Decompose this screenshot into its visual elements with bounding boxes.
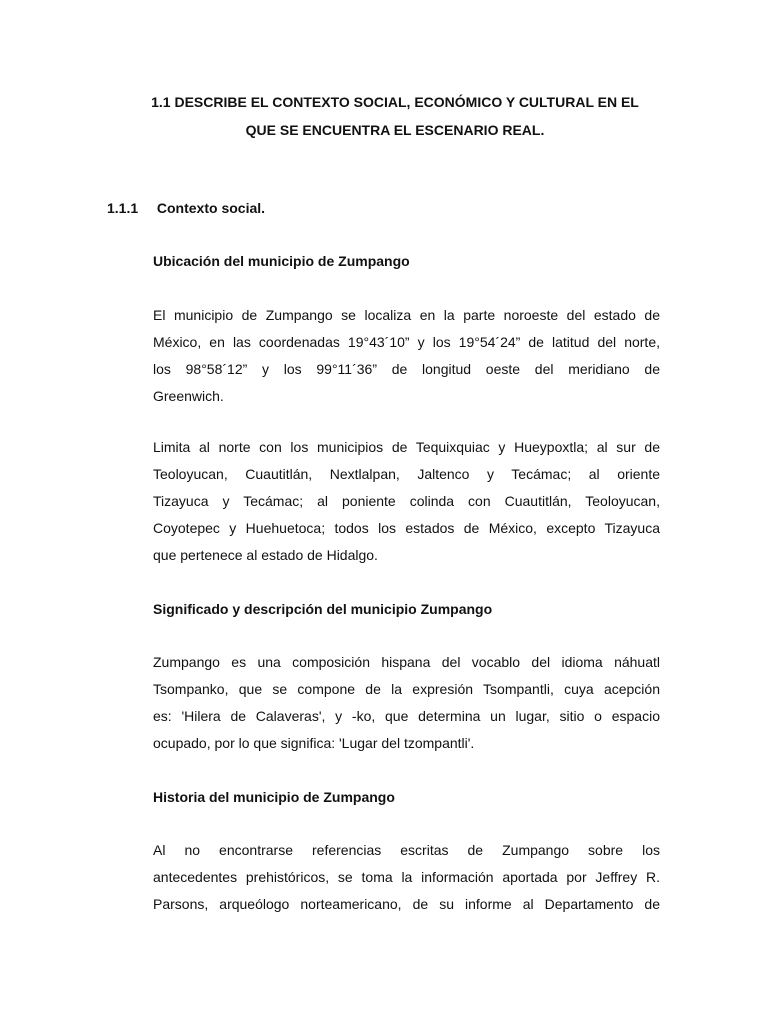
paragraph-line: ocupado, por lo que significa: 'Lugar del tzompantli'.: [153, 735, 475, 751]
paragraph-line: Al no encontrarse referencias escritas de Zumpango sobre los: [153, 842, 660, 858]
subheading-historia: Historia del municipio de Zumpango: [153, 789, 395, 805]
paragraph-line: Tsompanko, que se compone de la expresión Tsompantli, cuya acepción: [153, 681, 660, 697]
section-title: Contexto social.: [156, 200, 266, 216]
paragraph-limites: [153, 434, 660, 569]
paragraph-ubicacion: [153, 302, 660, 410]
paragraph-line: Greenwich.: [153, 388, 224, 404]
document-title: [100, 88, 690, 144]
section-heading: [107, 197, 265, 219]
paragraph-line: Parsons, arqueólogo norteamericano, de su informe al Departamento de: [153, 896, 660, 912]
paragraph-line: Teoloyucan, Cuautitlán, Nextlalpan, Jaltenco y Tecámac; al oriente: [153, 466, 660, 482]
paragraph-line: Limita al norte con los municipios de Tequixquiac y Hueypoxtla; al sur de: [153, 439, 660, 455]
paragraph-line: México, en las coordenadas 19°43´10” y los 19°54´24” de latitud del norte,: [153, 334, 660, 350]
paragraph-line: que pertenece al estado de Hidalgo.: [153, 547, 378, 563]
paragraph-line: Tizayuca y Tecámac; al poniente colinda con Cuautitlán, Teoloyucan,: [153, 493, 660, 509]
paragraph-line: Zumpango es una composición hispana del vocablo del idioma náhuatl: [153, 654, 660, 670]
section-number: 1.1.1: [107, 200, 139, 216]
subheading-significado: Significado y descripción del municipio Zumpango: [153, 601, 493, 617]
paragraph-line: es: 'Hilera de Calaveras', y -ko, que determina un lugar, sitio o espacio: [153, 708, 660, 724]
paragraph-line: Coyotepec y Huehuetoca; todos los estados de México, excepto Tizayuca: [153, 520, 660, 536]
paragraph-significado: [153, 649, 660, 757]
subheading-ubicacion: Ubicación del municipio de Zumpango: [153, 253, 410, 269]
paragraph-historia: [153, 837, 660, 918]
title-line-1: 1.1 DESCRIBE EL CONTEXTO SOCIAL, ECONÓMICO Y CULTURAL EN EL: [151, 94, 639, 110]
paragraph-line: antecedentes prehistóricos, se toma la información aportada por Jeffrey R.: [153, 869, 660, 885]
title-line-2: QUE SE ENCUENTRA EL ESCENARIO REAL.: [245, 122, 545, 138]
paragraph-line: los 98°58´12” y los 99°11´36” de longitud oeste del meridiano de: [153, 361, 660, 377]
paragraph-line: El municipio de Zumpango se localiza en la parte noroeste del estado de: [153, 307, 660, 323]
